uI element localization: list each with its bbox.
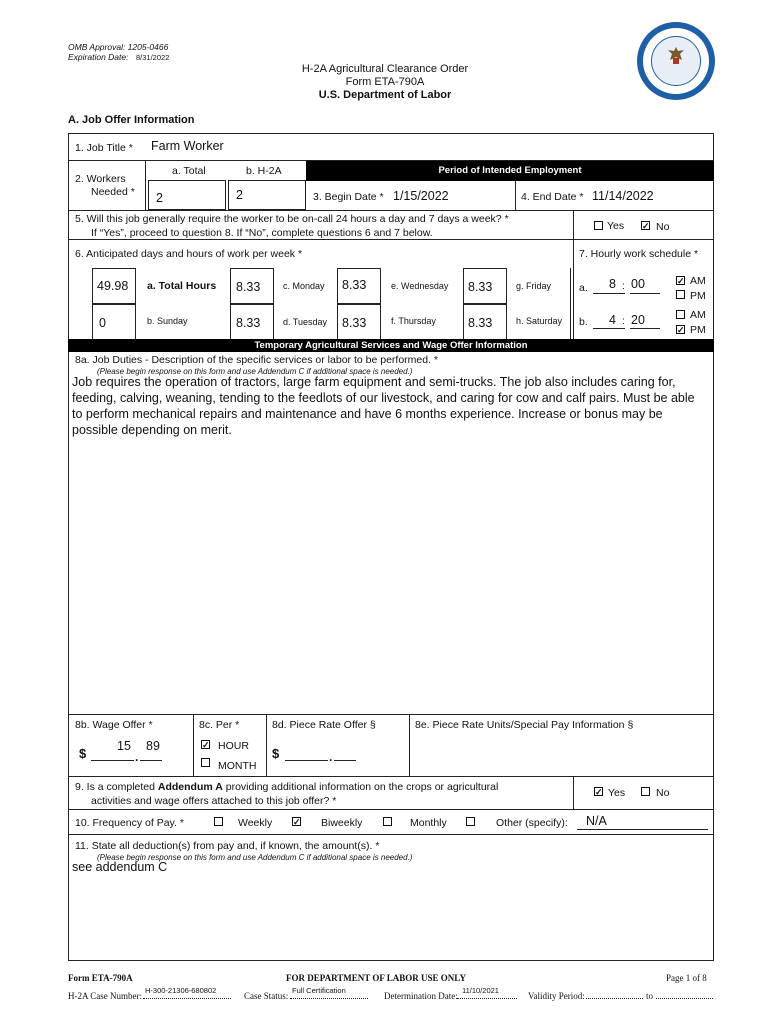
- pay-monthly-checkbox[interactable]: [383, 817, 392, 826]
- pay-frequency-label: 10. Frequency of Pay. *: [75, 817, 184, 829]
- schedule-a-label: a.: [579, 282, 588, 294]
- sunday-label: b. Sunday: [147, 316, 188, 326]
- job-title-field[interactable]: Farm Worker: [151, 139, 224, 153]
- tuesday-hours-field[interactable]: 8.33: [342, 316, 367, 330]
- total-workers-label: a. Total: [172, 165, 206, 177]
- wage-dollars-field[interactable]: 15: [117, 739, 131, 753]
- per-hour-checkbox[interactable]: ✓: [202, 740, 210, 750]
- schedule-b-label: b.: [579, 316, 588, 328]
- addendum-a-no-checkbox[interactable]: [641, 787, 650, 796]
- schedule-b-hour-field[interactable]: 4: [609, 313, 616, 327]
- job-duties-line-2: feeding, calving, weaning, tending to the feedlots of our livestock, and caring for cow and calf pairs. Must be able: [72, 391, 695, 405]
- validity-period-label: Validity Period:: [528, 991, 585, 1001]
- on-call-no-checkbox[interactable]: ✓: [642, 221, 650, 231]
- job-duties-label: 8a. Job Duties - Description of the specific services or labor to be performed. *: [75, 354, 438, 366]
- footer-form-number: Form ETA-790A: [68, 973, 133, 983]
- total-hours-label: a. Total Hours: [147, 280, 217, 292]
- validity-end-field[interactable]: [656, 998, 713, 999]
- addendum-a-yes-label: Yes: [608, 787, 626, 799]
- tuesday-label: d. Tuesday: [283, 317, 328, 327]
- wage-cents-field[interactable]: 89: [146, 739, 160, 753]
- schedule-a-hour-field[interactable]: 8: [609, 277, 616, 291]
- job-title-label: 1. Job Title *: [75, 142, 133, 154]
- schedule-a-am-label: AM: [690, 275, 706, 287]
- schedule-b-am-label: AM: [690, 309, 706, 321]
- addendum-a-yes-checkbox[interactable]: ✓: [595, 787, 603, 797]
- validity-to-label: to: [646, 991, 654, 1001]
- sunday-hours-value[interactable]: 8.33: [236, 316, 261, 330]
- pay-weekly-label: Weekly: [238, 817, 273, 829]
- job-duties-line-3: to perform mechanical repairs and maintenance and have 6 months experience. Increase or bonus may be: [72, 407, 663, 421]
- validity-start-field[interactable]: [586, 998, 643, 999]
- pay-other-label: Other (specify):: [496, 817, 568, 829]
- schedule-a-pm-checkbox[interactable]: [676, 290, 685, 299]
- determination-date-field[interactable]: 11/10/2021: [462, 986, 499, 995]
- schedule-b-colon: :: [622, 315, 625, 327]
- schedule-b-am-checkbox[interactable]: [676, 310, 685, 319]
- section-a-title: A. Job Offer Information: [68, 114, 195, 126]
- schedule-a-min-field[interactable]: 00: [631, 277, 645, 291]
- wage-dollar-sign: $: [79, 746, 87, 761]
- on-call-question: 5. Will this job generally require the worker to be on-call 24 hours a day and 7 days a week? *: [75, 213, 509, 225]
- department-title: U.S. Department of Labor: [318, 89, 452, 101]
- period-header: Period of Intended Employment: [306, 161, 714, 181]
- pay-other-field[interactable]: N/A: [586, 814, 607, 828]
- piece-rate-units-label: 8e. Piece Rate Units/Special Pay Information §: [415, 719, 634, 731]
- schedule-a-colon: :: [622, 280, 625, 292]
- on-call-yes-label: Yes: [607, 220, 625, 232]
- piece-rate-dollar-sign: $: [272, 746, 280, 761]
- addendum-a-no-label: No: [656, 787, 670, 799]
- wage-dot: .: [135, 750, 139, 764]
- pay-monthly-label: Monthly: [410, 817, 447, 829]
- schedule-a-pm-label: PM: [690, 290, 706, 302]
- addendum-a-question: 9. Is a completed Addendum A providing additional information on the crops or agricultural: [75, 781, 499, 793]
- saturday-label: h. Saturday: [516, 316, 563, 326]
- case-number-field[interactable]: H-300-21306-680802: [145, 986, 217, 995]
- begin-date-label: 3. Begin Date *: [313, 191, 384, 203]
- form-number: Form ETA-790A: [345, 76, 425, 88]
- thursday-label: f. Thursday: [391, 316, 436, 326]
- on-call-yes-checkbox[interactable]: [594, 221, 603, 230]
- schedule-b-pm-checkbox[interactable]: ✓: [677, 325, 685, 335]
- footer-dol-use-only: FOR DEPARTMENT OF LABOR USE ONLY: [286, 973, 466, 983]
- end-date-field[interactable]: 11/14/2022: [592, 189, 654, 203]
- days-hours-label: 6. Anticipated days and hours of work per week *: [75, 248, 303, 260]
- deductions-label: 11. State all deduction(s) from pay and, if known, the amount(s). *: [75, 840, 380, 852]
- pay-biweekly-checkbox[interactable]: ✓: [293, 817, 301, 827]
- total-workers-field[interactable]: 2: [156, 191, 163, 205]
- per-month-label: MONTH: [218, 760, 257, 772]
- expiration-label: Expiration Date:: [68, 52, 129, 62]
- schedule-b-pm-label: PM: [690, 324, 706, 336]
- job-duties-field[interactable]: [72, 374, 712, 714]
- per-month-checkbox[interactable]: [201, 758, 210, 767]
- on-call-no-label: No: [656, 221, 670, 233]
- dol-seal-icon: [637, 22, 715, 100]
- pay-biweekly-label: Biweekly: [321, 817, 363, 829]
- deductions-note: (Please begin response on this form and use Addendum C if additional space is needed.): [97, 853, 413, 862]
- wage-offer-label: 8b. Wage Offer *: [75, 719, 153, 731]
- friday-label: g. Friday: [516, 281, 552, 291]
- monday-label: c. Monday: [283, 281, 325, 291]
- thursday-hours-field[interactable]: 8.33: [468, 316, 493, 330]
- schedule-a-am-checkbox[interactable]: ✓: [677, 276, 685, 286]
- job-duties-note: (Please begin response on this form and use Addendum C if additional space is needed.): [97, 367, 413, 376]
- per-hour-label: HOUR: [218, 740, 249, 752]
- wednesday-hours-field[interactable]: 8.33: [468, 280, 493, 294]
- end-date-label: 4. End Date *: [521, 191, 584, 203]
- case-status-label: Case Status:: [244, 991, 289, 1001]
- addendum-a-question-line2: activities and wage offers attached to this job offer? *: [91, 795, 337, 807]
- workers-needed-label: Needed *: [91, 186, 135, 198]
- case-number-label: H-2A Case Number:: [68, 991, 142, 1001]
- case-status-field[interactable]: Full Certification: [292, 986, 346, 995]
- workers-label: 2. Workers: [75, 173, 126, 185]
- deductions-field[interactable]: see addendum C: [72, 860, 168, 874]
- total-hours-field[interactable]: 49.98: [97, 279, 129, 293]
- determination-date-label: Determination Date:: [384, 991, 458, 1001]
- monday-hours-field[interactable]: 8.33: [342, 278, 367, 292]
- per-label: 8c. Per *: [199, 719, 240, 731]
- begin-date-field[interactable]: 1/15/2022: [393, 189, 449, 203]
- sunday-col-hours-field[interactable]: 8.33: [236, 280, 261, 294]
- services-wage-header: Temporary Agricultural Services and Wage Offer Information: [68, 339, 714, 352]
- pay-weekly-checkbox[interactable]: [214, 817, 223, 826]
- schedule-b-min-field[interactable]: 20: [631, 313, 645, 327]
- expiration-date: 8/31/2022: [136, 53, 170, 62]
- piece-rate-field[interactable]: [285, 745, 357, 760]
- pay-other-checkbox[interactable]: [466, 817, 475, 826]
- form-title: H-2A Agricultural Clearance Order: [301, 63, 469, 75]
- job-duties-line-1: Job requires the operation of tractors, large farm equipment and semi-trucks. The job also includes caring for,: [72, 375, 676, 389]
- omb-approval: OMB Approval: 1205-0466: [68, 42, 169, 52]
- piece-rate-label: 8d. Piece Rate Offer §: [272, 719, 376, 731]
- job-duties-line-4: possible depending on merit.: [72, 423, 232, 437]
- wednesday-label: e. Wednesday: [391, 281, 449, 291]
- work-schedule-label: 7. Hourly work schedule *: [579, 248, 699, 260]
- footer-page-number: Page 1 of 8: [666, 973, 707, 983]
- piece-rate-dot: .: [329, 750, 333, 764]
- on-call-instructions: If “Yes”, proceed to question 8. If “No”, complete questions 6 and 7 below.: [91, 227, 433, 239]
- piece-rate-units-field[interactable]: [412, 735, 712, 773]
- h2a-workers-label: b. H-2A: [246, 165, 282, 177]
- sunday-hours-field[interactable]: 0: [99, 316, 106, 330]
- h2a-workers-field[interactable]: 2: [236, 188, 243, 202]
